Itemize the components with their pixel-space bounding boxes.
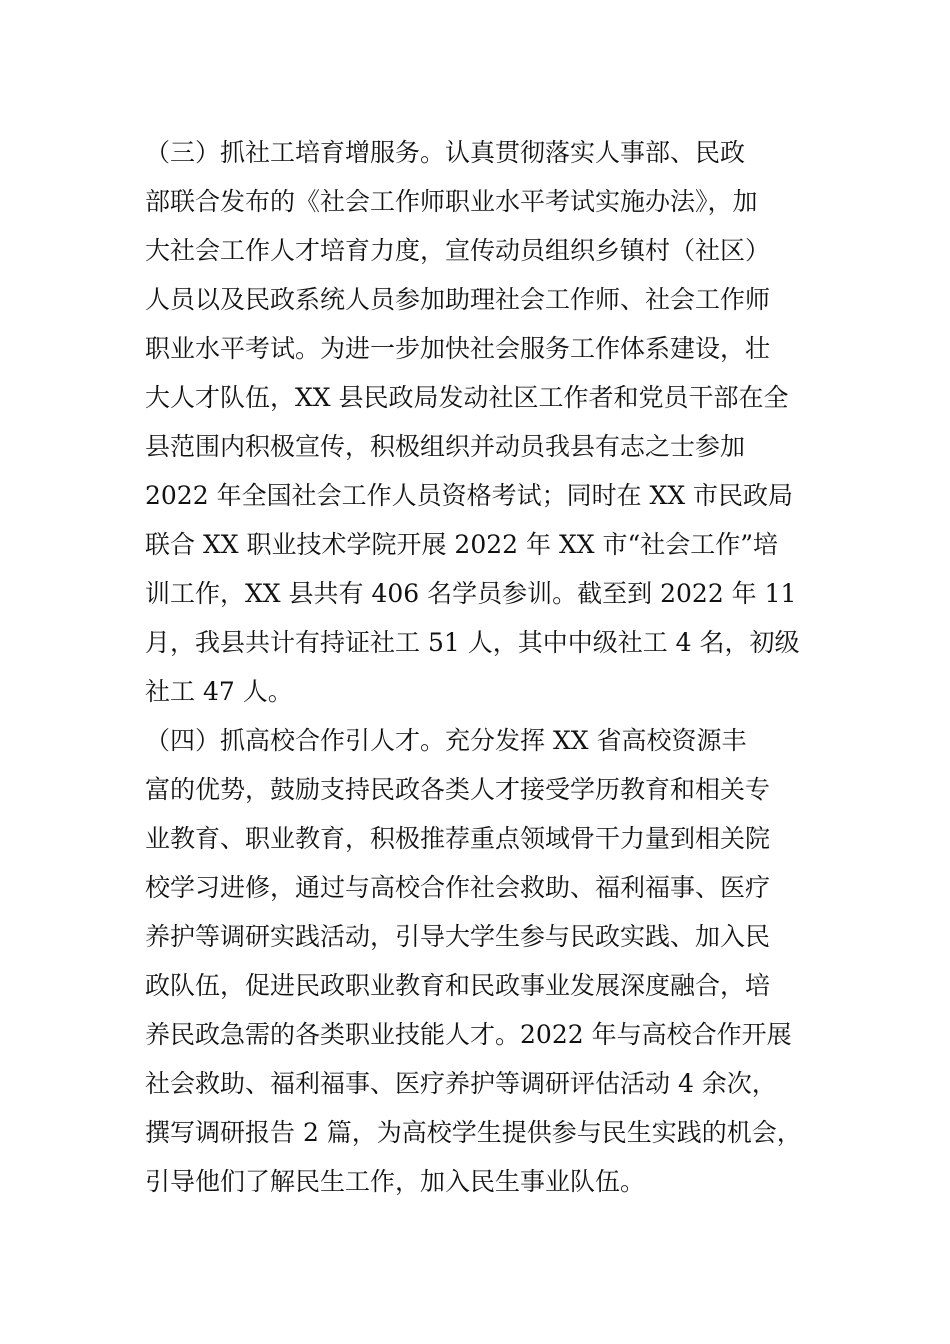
paragraph-line: 社会救助、福利福事、医疗养护等调研评估活动 4 余次， <box>145 1069 777 1098</box>
paragraph-line: 部联合发布的《社会工作师职业水平考试实施办法》，加 <box>145 187 758 216</box>
paragraph-line: 人员以及民政系统人员参加助理社会工作师、社会工作师 <box>145 285 771 314</box>
paragraph-line: 县范围内积极宣传，积极组织并动员我县有志之士参加 <box>145 432 746 461</box>
paragraph-3 <box>145 128 845 716</box>
paragraph-line: 大人才队伍，XX 县民政局发动社区工作者和党员干部在全 <box>145 383 789 412</box>
paragraph-line: 养护等调研实践活动，引导大学生参与民政实践、加入民 <box>145 922 771 951</box>
paragraph-line: 富的优势，鼓励支持民政各类人才接受学历教育和相关专 <box>145 775 771 804</box>
paragraph-line: 引导他们了解民生工作，加入民生事业队伍。 <box>145 1167 646 1196</box>
paragraph-line: 2022 年全国社会工作人员资格考试；同时在 XX 市民政局 <box>145 481 794 510</box>
paragraph-line: （四）抓高校合作引人才。充分发挥 XX 省高校资源丰 <box>145 726 747 755</box>
paragraph-line: 社工 47 人。 <box>145 677 293 706</box>
document-body <box>145 128 845 1206</box>
paragraph-line: 职业水平考试。为进一步加快社会服务工作体系建设，壮 <box>145 334 771 363</box>
paragraph-line: 校学习进修，通过与高校合作社会救助、福利福事、医疗 <box>145 873 771 902</box>
paragraph-line: 联合 XX 职业技术学院开展 2022 年 XX 市“社会工作”培 <box>145 530 779 559</box>
paragraph-line: （三）抓社工培育增服务。认真贯彻落实人事部、民政 <box>145 138 746 167</box>
paragraph-4 <box>145 716 845 1206</box>
paragraph-line: 养民政急需的各类职业技能人才。2022 年与高校合作开展 <box>145 1020 792 1049</box>
paragraph-line: 大社会工作人才培育力度，宣传动员组织乡镇村（社区） <box>145 236 771 265</box>
paragraph-line: 政队伍，促进民政职业教育和民政事业发展深度融合，培 <box>145 971 771 1000</box>
paragraph-line: 撰写调研报告 2 篇，为高校学生提供参与民生实践的机会， <box>145 1118 802 1147</box>
paragraph-line: 月，我县共计有持证社工 51 人，其中中级社工 4 名，初级 <box>145 628 800 657</box>
paragraph-line: 业教育、职业教育，积极推荐重点领域骨干力量到相关院 <box>145 824 771 853</box>
paragraph-line: 训工作，XX 县共有 406 名学员参训。截至到 2022 年 11 <box>145 579 797 608</box>
